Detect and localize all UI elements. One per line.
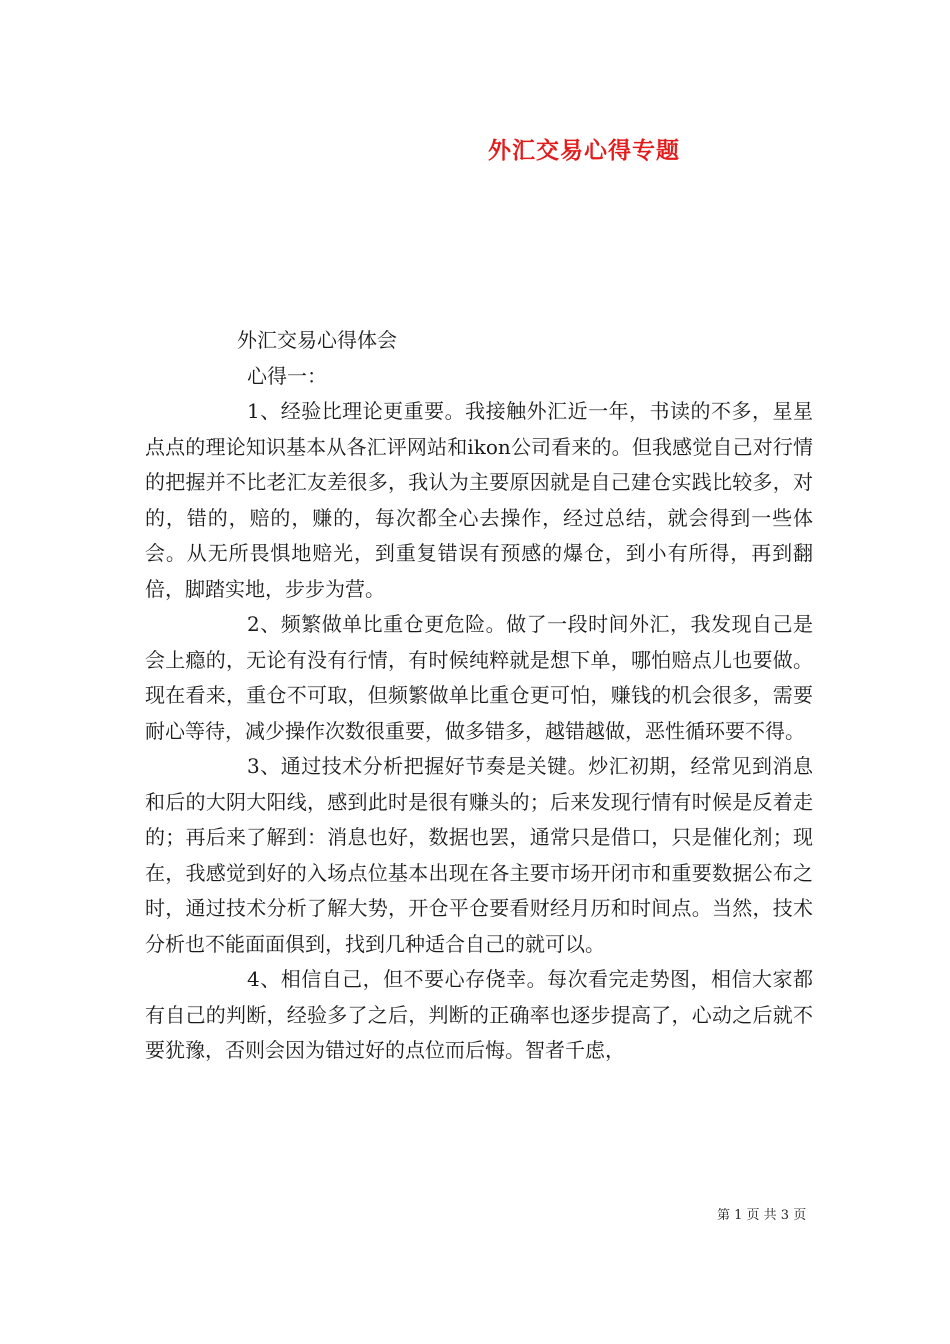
paragraph-1: 1、经验比理论更重要。我接触外汇近一年，书读的不多，星星点点的理论知识基本从各汇评网站和ikon公司看来的。但我感觉自己对行情的把握并不比老汇友差很多，我认为主要原因就是自己建仓实践比较多，对的，错的，赔的，赚的，每次都全心去操作，经过总结，就会得到一些体会。从无所畏惧地赔光，到重复错误有预感的爆仓，到小有所得，再到翻倍，脚踏实地，步步为营。: [145, 399, 813, 601]
page-number-footer: 第 1 页 共 3 页: [717, 1208, 807, 1223]
paragraph-3: 3、通过技术分析把握好节奏是关键。炒汇初期，经常见到消息和后的大阴大阳线，感到此时是很有赚头的；后来发现行情有时候是反着走的；再后来了解到：消息也好，数据也罢，通常只是借口，只是催化剂；现在，我感觉到好的入场点位基本出现在各主要市场开闭市和重要数据公布之时，通过技术分析了解大势，开仓平仓要看财经月历和时间点。当然，技术分析也不能面面俱到，找到几种适合自己的就可以。: [145, 754, 813, 956]
document-body: [145, 323, 813, 1069]
paragraph-4: 4、相信自己，但不要心存侥幸。每次看完走势图，相信大家都有自己的判断，经验多了之后，判断的正确率也逐步提高了，心动之后就不要犹豫，否则会因为错过好的点位而后悔。智者千虑，: [145, 967, 813, 1062]
document-title: 外汇交易心得专题: [488, 137, 680, 164]
paragraph-2: 2、频繁做单比重仓更危险。做了一段时间外汇，我发现自己是会上瘾的，无论有没有行情，有时候纯粹就是想下单，哪怕赔点儿也要做。现在看来，重仓不可取，但频繁做单比重仓更可怕，赚钱的机会很多，需要耐心等待，减少操作次数很重要，做多错多，越错越做，恶性循环要不得。: [145, 612, 813, 743]
subsection-heading: 心得一：: [247, 363, 327, 388]
section-heading: 外汇交易心得体会: [237, 328, 397, 352]
